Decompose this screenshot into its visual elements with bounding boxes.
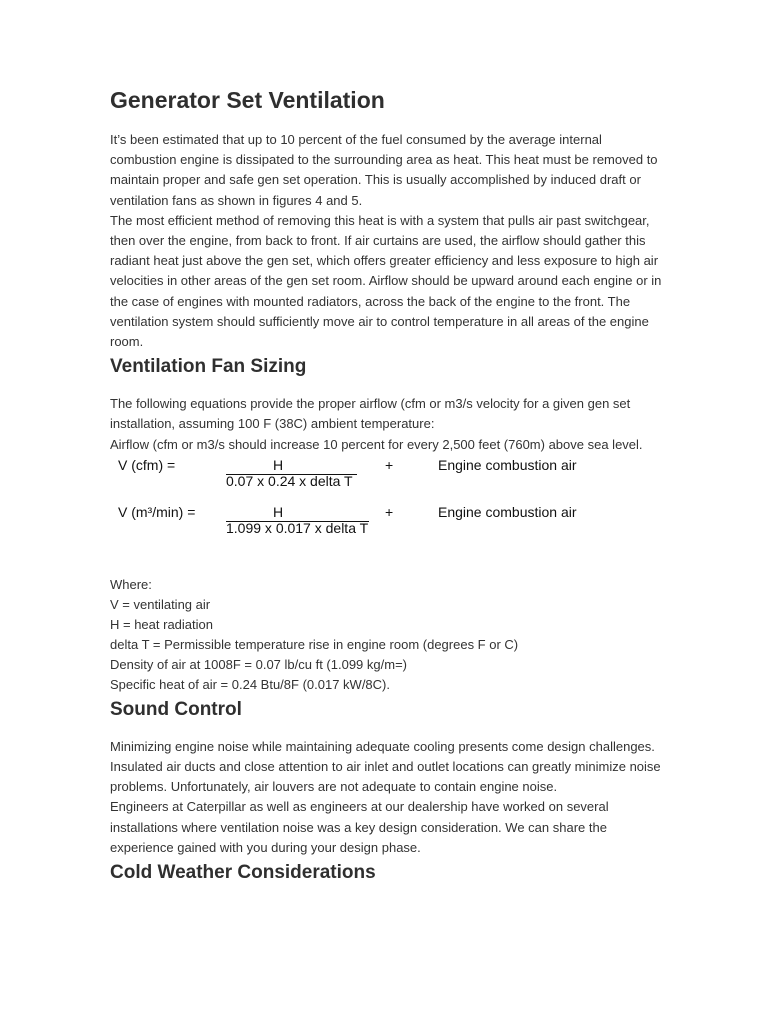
- definition-item: V = ventilating air: [110, 596, 211, 612]
- where-label: Where:: [110, 576, 152, 592]
- equation-1-numerator: H: [273, 456, 284, 473]
- fan-sizing-paragraph-2: Airflow (cfm or m3/s should increase 10 percent for every 2,500 feet (760m) above sea level.: [110, 436, 643, 452]
- definition-item: Density of air at 1008F = 0.07 lb/cu ft (1.099 kg/m=): [110, 656, 407, 672]
- fan-sizing-paragraph-1: The following equations provide the proper airflow (cfm or m3/s velocity for a given gen set installation, assuming 100 F (38C) ambient temperature:: [110, 396, 631, 432]
- equation-2-rhs: Engine combustion air: [438, 503, 577, 520]
- document-page: [110, 86, 662, 900]
- section-heading-cold-weather: Cold Weather Considerations: [110, 862, 376, 884]
- equation-2-plus: +: [385, 503, 394, 520]
- page-title: Generator Set Ventilation: [110, 87, 385, 113]
- intro-paragraph-1: It’s been estimated that up to 10 percent of the fuel consumed by the average internal combustion engine is dissipated to the surrounding area as heat. This heat must be removed to maintain proper and safe gen set operation. This is usually accomplished by induced draft or ventilation fans as shown in figures 4 and 5.: [110, 132, 658, 208]
- definition-item: delta T = Permissible temperature rise in engine room (degrees F or C): [110, 636, 519, 652]
- definition-item: H = heat radiation: [110, 616, 213, 632]
- equation-2-denominator: 1.099 x 0.017 x delta T: [226, 519, 369, 536]
- intro-paragraph-2: The most efficient method of removing this heat is with a system that pulls air past switchgear, then over the engine, from back to front. If air curtains are used, the airflow should gather this radiant heat just above the gen set, which offers greater efficiency and less exposure to high air velocities in other areas of the gen set room. Airflow should be upward around each engine or in the case of engines with mounted radiators, across the back of the engine to the front. The ventilation system should sufficiently move air to control temperature in all areas of the engine room.: [110, 212, 662, 350]
- sound-control-paragraph-1: Minimizing engine noise while maintaining adequate cooling presents come design challenges. Insulated air ducts and close attention to air inlet and outlet locations can greatly minimize noise problems. Unfortunately, air louvers are not adequate to contain engine noise.: [110, 738, 661, 795]
- definitions-list: [110, 575, 662, 695]
- equation-1-rhs: Engine combustion air: [438, 456, 577, 473]
- section-heading-sound-control: Sound Control: [110, 698, 242, 720]
- equations-figure: [0, 455, 768, 575]
- sound-control-paragraph-2: Engineers at Caterpillar as well as engineers at our dealership have worked on several installations where ventilation noise was a key design consideration. We can share the experience gained with you during your design phase.: [110, 799, 609, 855]
- equation-1-denominator: 0.07 x 0.24 x delta T: [226, 472, 353, 489]
- equation-1-plus: +: [385, 456, 394, 473]
- equation-2-lhs: V (m³/min) =: [118, 503, 196, 520]
- equation-1-lhs: V (cfm) =: [118, 456, 176, 473]
- definition-item: Specific heat of air = 0.24 Btu/8F (0.017 kW/8C).: [110, 676, 390, 692]
- section-heading-fan-sizing: Ventilation Fan Sizing: [110, 356, 307, 378]
- equation-2-numerator: H: [273, 503, 284, 520]
